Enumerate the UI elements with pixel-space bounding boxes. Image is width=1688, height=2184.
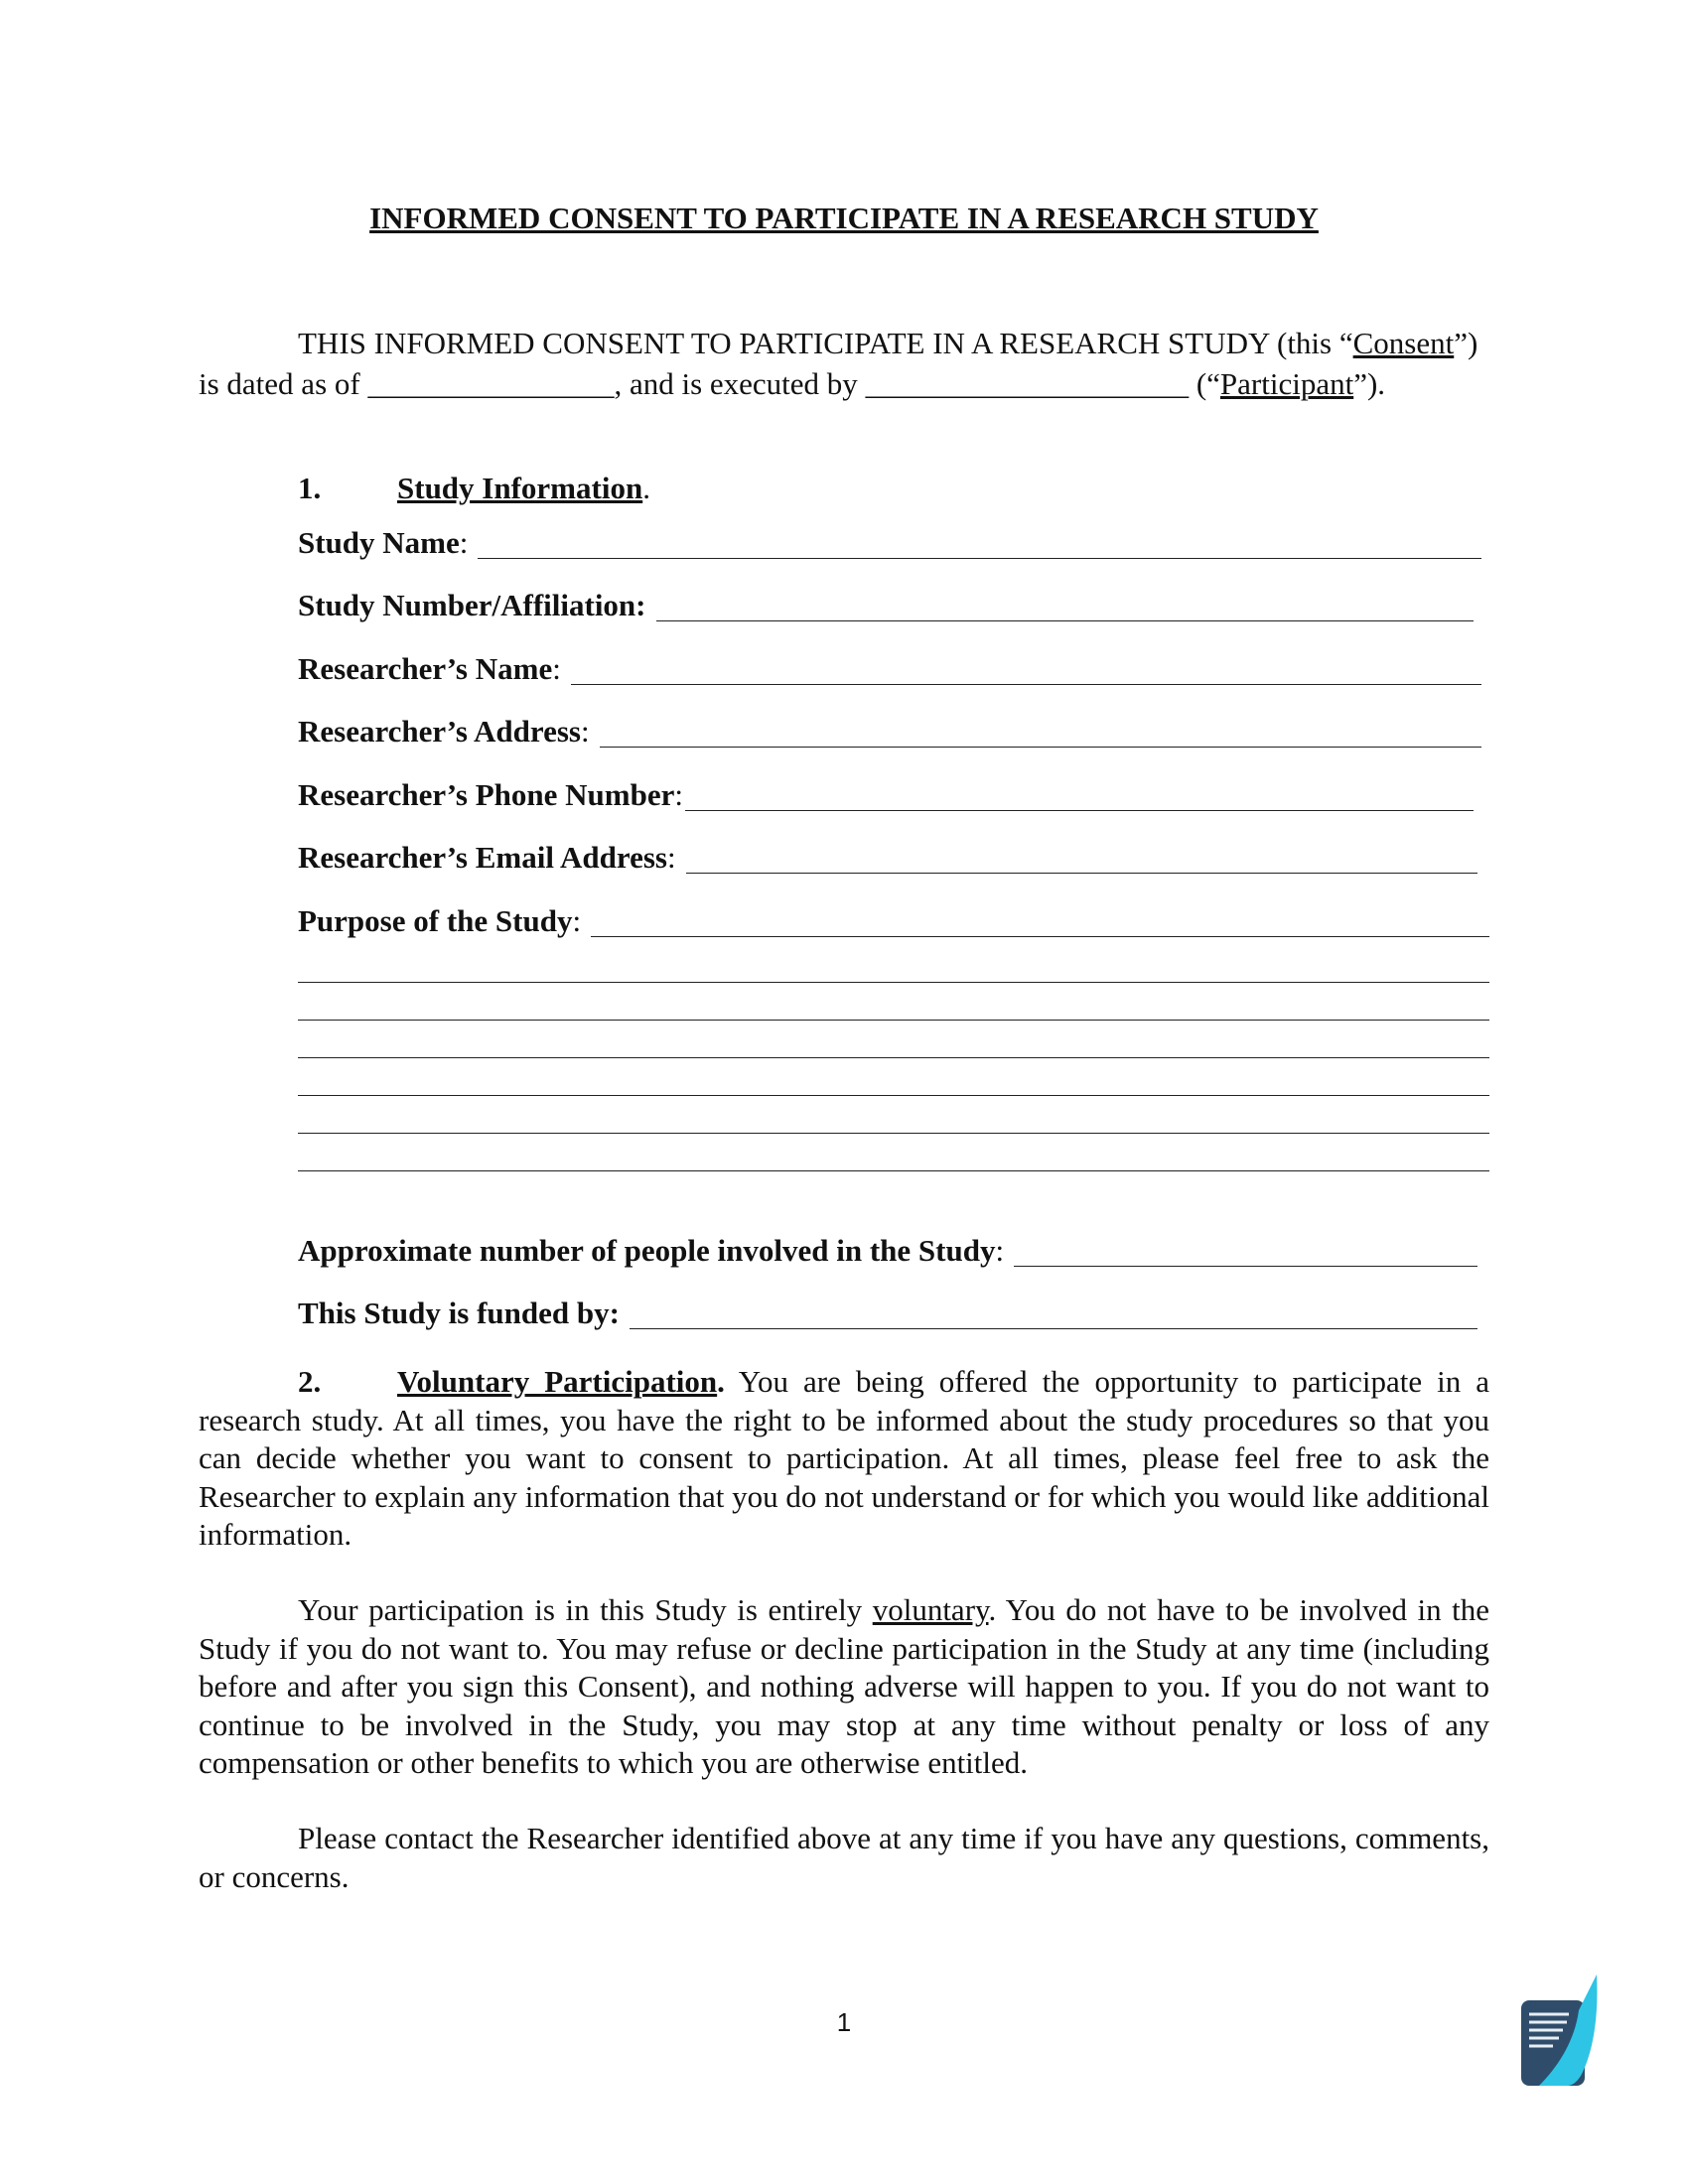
study-number-field (298, 584, 1474, 627)
funded-by-label: This Study is funded by: (298, 1296, 620, 1330)
people-count-colon: : (995, 1233, 1005, 1268)
document-logo-icon (1519, 1971, 1599, 2090)
voluntary-text-after: . You do not have to be involved in the Study if you do not want to. You may refuse or decline participation in the Study at any time (including before and after you sign this Consent), and nothing adverse will happen to you. If you do not want to continue to be involved in the Study, you may stop at any time without penalty or loss of any compensation or other benefits to which you are otherwise entitled. (199, 1592, 1490, 1780)
purpose-line-7[interactable] (298, 1170, 1489, 1171)
date-blank[interactable]: ________________ (367, 366, 615, 401)
purpose-line-6[interactable] (298, 1133, 1489, 1134)
researcher-name-label: Researcher’s Name (298, 651, 553, 686)
study-name-colon: : (459, 525, 469, 560)
consent-term: Consent (1352, 326, 1455, 360)
purpose-line-4[interactable] (298, 1057, 1489, 1058)
researcher-phone-colon: : (674, 777, 683, 812)
researcher-email-colon: : (666, 840, 676, 875)
purpose-line[interactable] (591, 900, 1489, 937)
researcher-email-line[interactable] (686, 837, 1477, 874)
section-2-title-suffix: . (717, 1364, 725, 1399)
participant-name-blank[interactable]: _____________________ (865, 366, 1190, 401)
section-2-paragraph (199, 1363, 1489, 1555)
study-name-label: Study Name (298, 525, 460, 560)
document-title: INFORMED CONSENT TO PARTICIPATE IN A RESEARCH STUDY (369, 201, 1319, 235)
intro-text-3: , and is executed by (614, 366, 866, 401)
purpose-colon: : (572, 903, 582, 938)
purpose-field (298, 899, 1489, 943)
researcher-address-label: Researcher’s Address (298, 714, 581, 749)
funded-by-field (298, 1292, 1477, 1335)
people-count-line[interactable] (1014, 1230, 1477, 1267)
intro-text-5: ”). (1353, 366, 1386, 401)
section-2-para-1-text: You are being offered the opportunity to participate in a research study. At all times, you have the right to be informed about the study procedures so that you can decide whether you want to consent to participation. At all times, please feel free to ask the Researcher to explain any information that you do not understand or for which you would like additional information. (199, 1364, 1489, 1552)
people-count-field (298, 1229, 1477, 1273)
study-number-label: Study Number/Affiliation: (298, 588, 646, 622)
study-number-line[interactable] (656, 585, 1475, 621)
section-1-heading (298, 467, 650, 510)
voluntary-text-before: Your participation is in this Study is entirely (298, 1592, 873, 1627)
researcher-phone-line[interactable] (685, 774, 1474, 811)
participant-term: Participant (1219, 366, 1354, 401)
contact-paragraph: Please contact the Researcher identified above at any time if you have any questions, comments, or concerns. (199, 1821, 1489, 1894)
purpose-line-5[interactable] (298, 1095, 1489, 1096)
researcher-phone-label: Researcher’s Phone Number (298, 777, 675, 812)
purpose-line-2[interactable] (298, 982, 1489, 983)
intro-text-4: (“ (1189, 366, 1220, 401)
purpose-line-3[interactable] (298, 1020, 1489, 1021)
researcher-name-line[interactable] (571, 648, 1481, 685)
people-count-label: Approximate number of people involved in the Study (298, 1233, 996, 1268)
researcher-email-label: Researcher’s Email Address (298, 840, 667, 875)
funded-by-line[interactable] (630, 1293, 1477, 1329)
purpose-label: Purpose of the Study (298, 903, 573, 938)
researcher-address-line[interactable] (600, 711, 1481, 748)
study-name-line[interactable] (478, 522, 1481, 559)
study-name-field (298, 521, 1481, 565)
researcher-name-colon: : (552, 651, 561, 686)
voluntary-paragraph (199, 1591, 1489, 1783)
section-1-number: 1. (298, 471, 322, 505)
intro-text-1: THIS INFORMED CONSENT TO PARTICIPATE IN A RESEARCH STUDY (this “ (298, 326, 1353, 360)
researcher-address-colon: : (580, 714, 590, 749)
section-1-title: Study Information (397, 471, 643, 505)
researcher-name-field (298, 647, 1481, 691)
page-number: 1 (836, 2007, 852, 2037)
voluntary-term: voluntary (872, 1592, 989, 1627)
researcher-email-field (298, 836, 1477, 880)
researcher-phone-field (298, 773, 1474, 817)
researcher-address-field (298, 710, 1481, 753)
section-1-title-suffix: . (642, 471, 650, 505)
section-2-title: Voluntary Participation (397, 1364, 718, 1399)
intro-text-2: ”) is dated as of (199, 326, 1478, 401)
intro-paragraph (199, 323, 1489, 404)
section-2-number: 2. (298, 1364, 322, 1399)
